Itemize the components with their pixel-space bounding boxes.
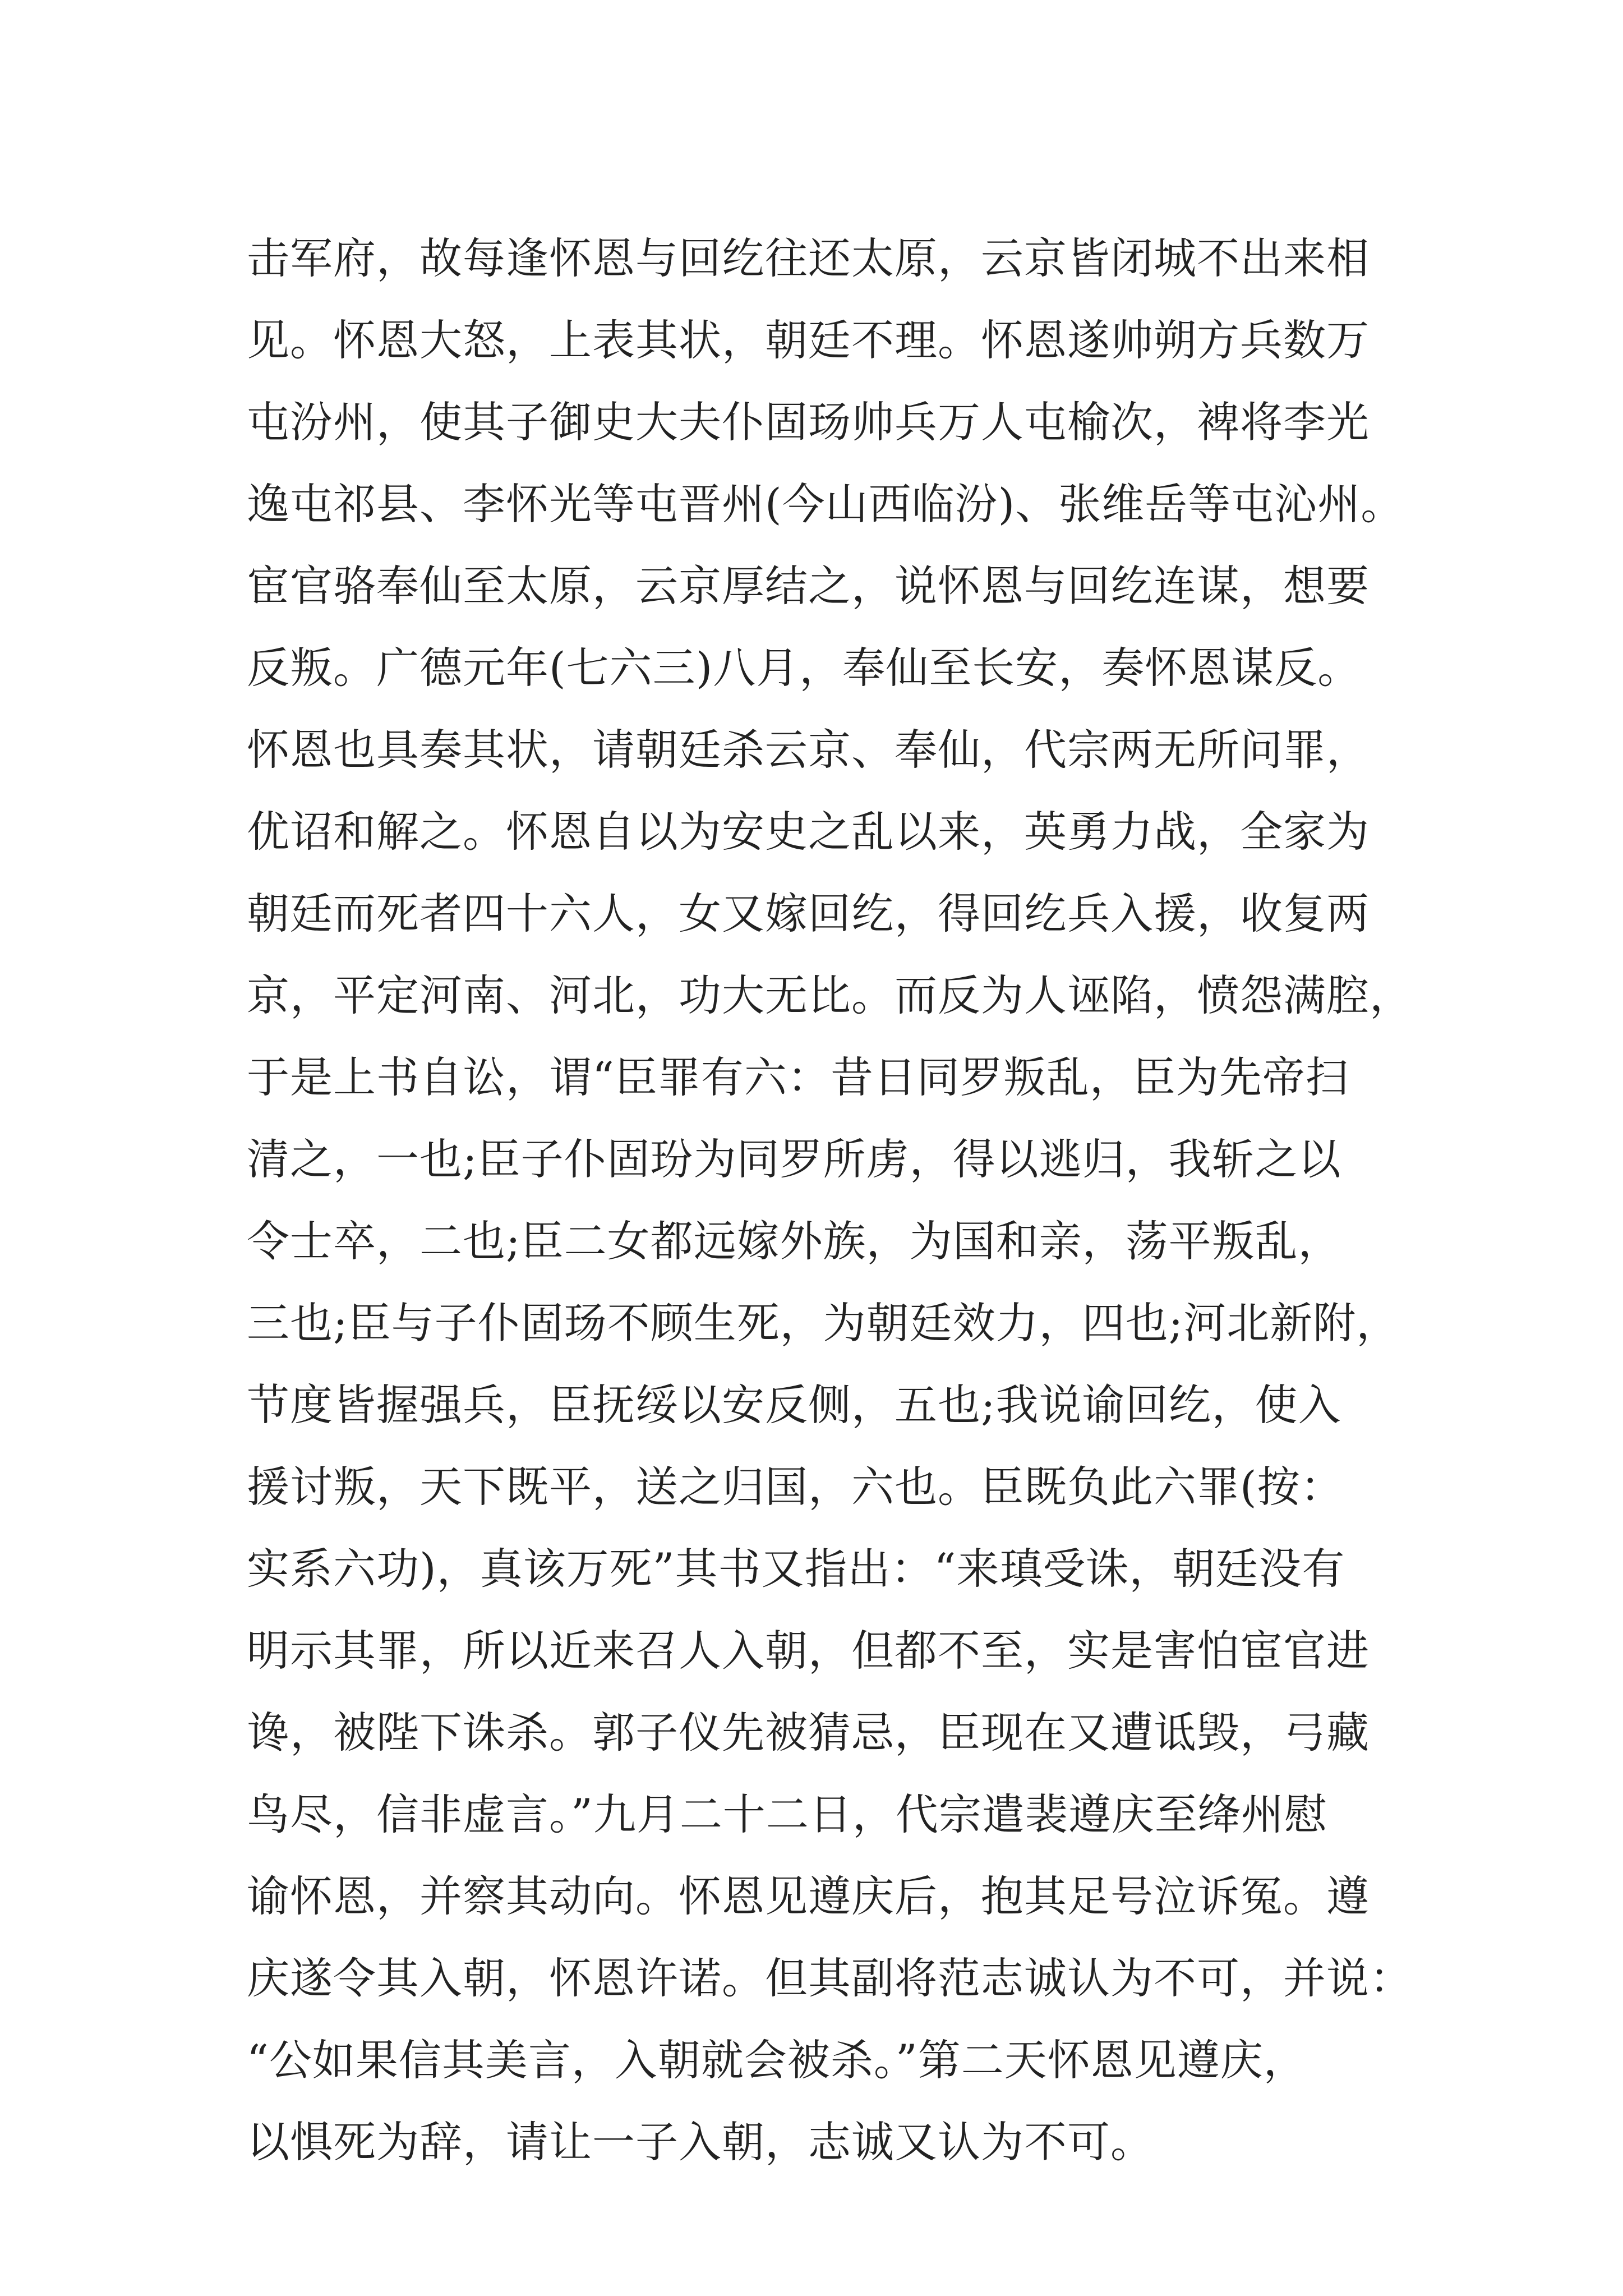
text-line: 明示其罪，所以近来召人入朝，但都不至，实是害怕宦官进 — [247, 1626, 1370, 1676]
text-line: 清之，一也;臣子仆固玢为同罗所虏，得以逃归，我斩之以 — [247, 1134, 1341, 1184]
body-text — [247, 218, 1413, 2183]
text-line: 优诏和解之。怀恩自以为安史之乱以来，英勇力战，全家为 — [247, 807, 1370, 857]
text-line: 鸟尽，信非虚言。”九月二十二日，代宗遣裴遵庆至绛州慰 — [247, 1789, 1327, 1839]
text-line: 以惧死为辞，请让一子入朝，志诚又认为不可。 — [247, 2117, 1154, 2167]
text-line: 怀恩也具奏其状，请朝廷杀云京、奉仙，代宗两无所问罪， — [247, 725, 1370, 775]
text-line: 击军府，故每逢怀恩与回纥往还太原，云京皆闭城不出来相 — [247, 233, 1370, 283]
text-line: 节度皆握强兵，臣抚绥以安反侧，五也;我说谕回纥，使入 — [247, 1380, 1341, 1430]
text-line: 屯汾州，使其子御史大夫仆固玚帅兵万人屯榆次，裨将李光 — [247, 397, 1370, 447]
text-line: 谗，被陛下诛杀。郭子仪先被猜忌，臣现在又遭诋毁，弓藏 — [247, 1708, 1370, 1757]
text-line: 反叛。广德元年(七六三)八月，奉仙至长安，奏怀恩谋反。 — [247, 643, 1361, 693]
text-line: 令士卒，二也;臣二女都远嫁外族，为国和亲，荡平叛乱， — [247, 1216, 1341, 1266]
text-line: 援讨叛，天下既平，送之归国，六也。臣既负此六罪(按： — [247, 1462, 1344, 1512]
text-line: “公如果信其美言，入朝就会被杀。”第二天怀恩见遵庆， — [247, 2035, 1307, 2085]
text-line: 庆遂令其入朝，怀恩许诺。但其副将范志诚认为不可，并说： — [247, 1953, 1413, 2003]
text-line: 三也;臣与子仆固玚不顾生死，为朝廷效力，四也;河北新附， — [247, 1298, 1400, 1348]
text-line: 宦官骆奉仙至太原，云京厚结之，说怀恩与回纥连谋，想要 — [247, 561, 1370, 611]
text-line: 谕怀恩，并察其动向。怀恩见遵庆后，抱其足号泣诉冤。遵 — [247, 1871, 1370, 1921]
text-line: 见。怀恩大怒，上表其状，朝廷不理。怀恩遂帅朔方兵数万 — [247, 315, 1370, 365]
text-line: 朝廷而死者四十六人，女又嫁回纥，得回纥兵入援，收复两 — [247, 889, 1370, 938]
text-line: 京，平定河南、河北，功大无比。而反为人诬陷，愤怨满腔， — [247, 970, 1413, 1020]
text-line: 于是上书自讼，谓“臣罪有六：昔日同罗叛乱，臣为先帝扫 — [247, 1052, 1349, 1102]
text-line: 逸屯祁县、李怀光等屯晋州(今山西临汾)、张维岳等屯沁州。 — [247, 479, 1404, 529]
text-line: 实系六功)，真该万死”其书又指出：“来瑱受诛，朝廷没有 — [247, 1544, 1345, 1594]
